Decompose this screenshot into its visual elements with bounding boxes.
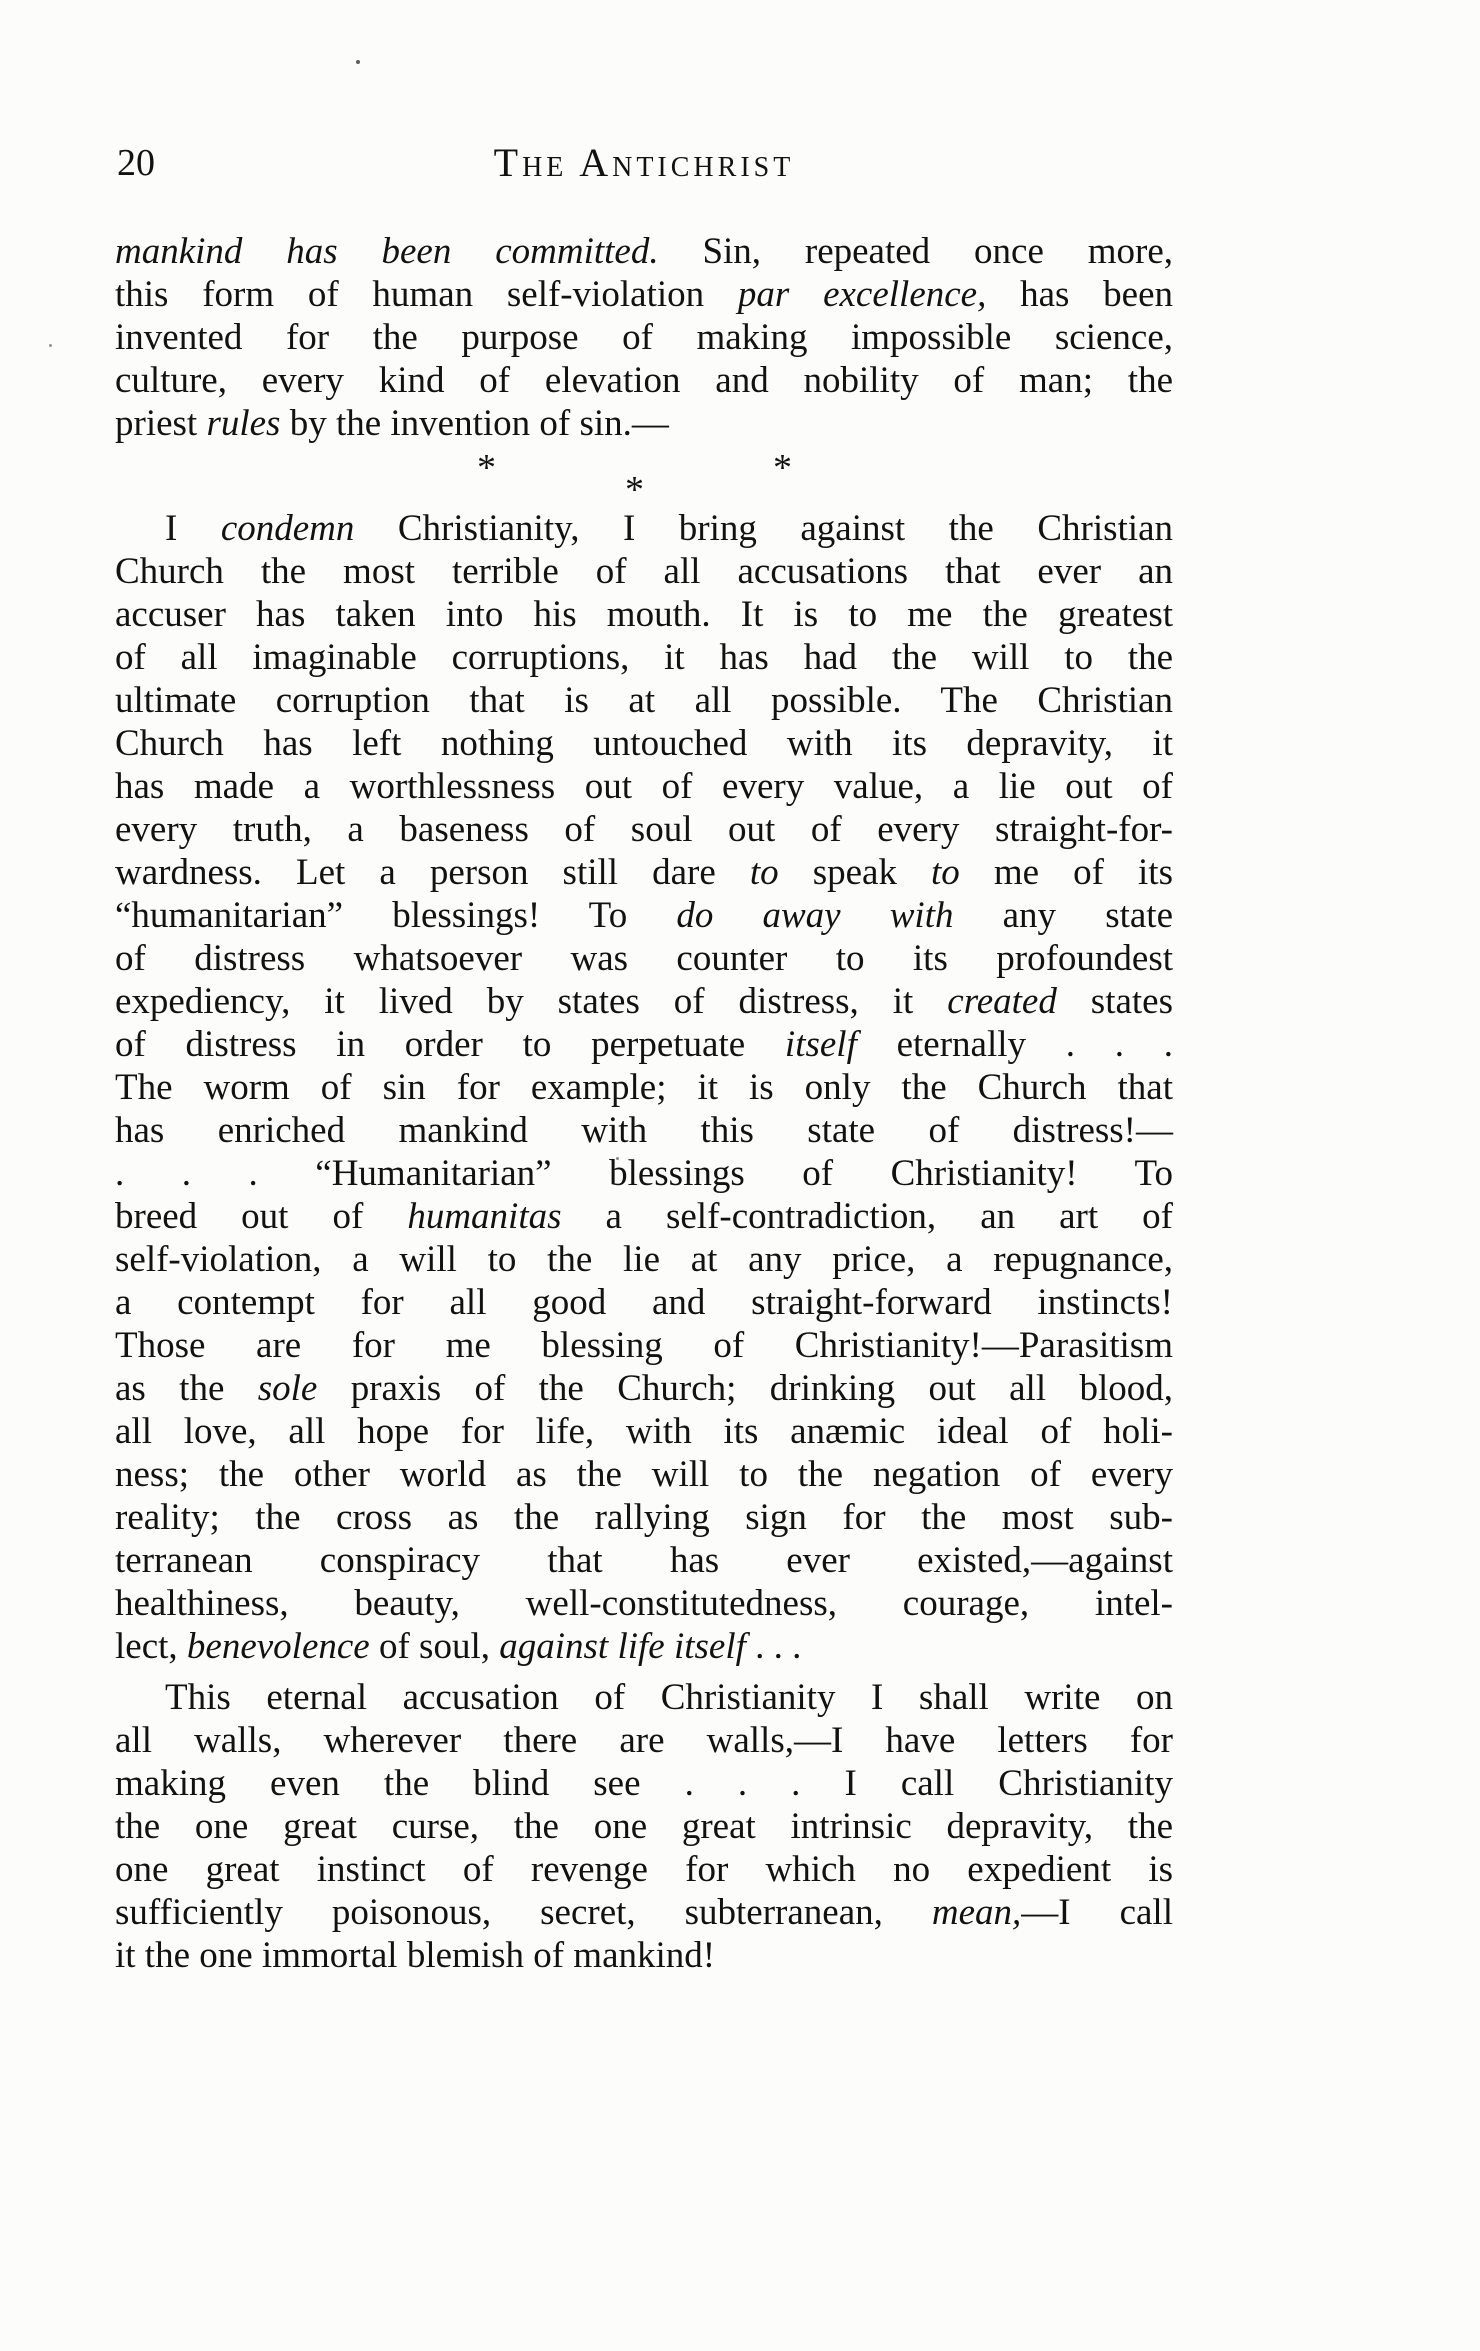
text-line: of all imaginable corruptions, it has had the will to the [115,637,1173,678]
text-line: ultimate corruption that is at all possible. The Christian [115,680,1173,721]
text-line: self-violation, a will to the lie at any price, a repugnance, [115,1239,1173,1280]
text-line: has made a worthlessness out of every value, a lie out of [115,766,1173,807]
text-line: as the sole praxis of the Church; drinking out all blood, [115,1368,1173,1409]
text-line: breed out of humanitas a self-contradiction, an art of [115,1196,1173,1237]
running-title: The Antichrist [493,140,795,185]
text-line: expediency, it lived by states of distress, it created states [115,981,1173,1022]
text-line: accuser has taken into his mouth. It is to me the greatest [115,594,1173,635]
page-number: 20 [117,142,155,184]
text-line: healthiness, beauty, well-constitutedness, courage, intel- [115,1583,1173,1624]
text-line: all walls, wherever there are walls,—I have letters for [115,1720,1173,1761]
text-line: “humanitarian” blessings! To do away with any state [115,895,1174,936]
text-line: terranean conspiracy that has ever existed,—against [115,1540,1173,1581]
text-line: wardness. Let a person still dare to speak to me of its [115,852,1173,893]
section-break [115,445,1173,511]
text-line: sufficiently poisonous, secret, subterranean, mean,—I call [115,1892,1173,1933]
text-line: culture, every kind of elevation and nobility of man; the [115,360,1173,401]
text-line: I condemn Christianity, I bring against the Christian [165,508,1173,549]
scan-speck [49,344,52,347]
text-line: one great instinct of revenge for which no expedient is [115,1849,1173,1890]
section-break-asterisk: * [773,447,792,489]
text-line: The worm of sin for example; it is only the Church that [115,1067,1173,1108]
text-block [115,140,1173,1977]
text-line: lect, benevolence of soul, against life itself . . . [115,1626,802,1667]
paragraph-condemnation [115,507,1173,1668]
text-line: . . . “Humanitarian” blessings of Christianity! To [115,1153,1173,1194]
text-line: the one great curse, the one great intrinsic depravity, the [115,1806,1173,1847]
text-line: of distress whatsoever was counter to its profoundest [115,938,1173,979]
paragraph-continuation [115,230,1173,445]
text-line: mankind has been committed. Sin, repeated once more, [115,231,1173,272]
page-header [115,140,1173,186]
text-line: This eternal accusation of Christianity I shall write on [165,1677,1173,1718]
section-break-asterisk: * [625,469,644,511]
text-line: of distress in order to perpetuate itself eternally . . . [115,1024,1173,1065]
text-line: priest rules by the invention of sin.— [115,403,669,444]
paragraph-accusation [115,1676,1173,1977]
text-line: Those are for me blessing of Christianity!—Parasitism [115,1325,1173,1366]
text-line: invented for the purpose of making impossible science, [115,317,1173,358]
text-line: all love, all hope for life, with its anæmic ideal of holi- [115,1411,1173,1452]
text-line: Church has left nothing untouched with its depravity, it [115,723,1173,764]
text-line: Church the most terrible of all accusations that ever an [115,551,1173,592]
text-line: a contempt for all good and straight-forward instincts! [115,1282,1173,1323]
section-break-asterisk: * [477,447,496,489]
text-line: it the one immortal blemish of mankind! [115,1935,716,1976]
text-line: every truth, a baseness of soul out of every straight-for- [115,809,1173,850]
text-line: ness; the other world as the will to the negation of every [115,1454,1173,1495]
scan-speck [356,60,360,64]
text-line: making even the blind see . . . I call Christianity [115,1763,1173,1804]
text-line: reality; the cross as the rallying sign for the most sub- [115,1497,1173,1538]
text-line: has enriched mankind with this state of distress!— [115,1110,1173,1151]
text-line: this form of human self-violation par excellence, has been [115,274,1173,315]
